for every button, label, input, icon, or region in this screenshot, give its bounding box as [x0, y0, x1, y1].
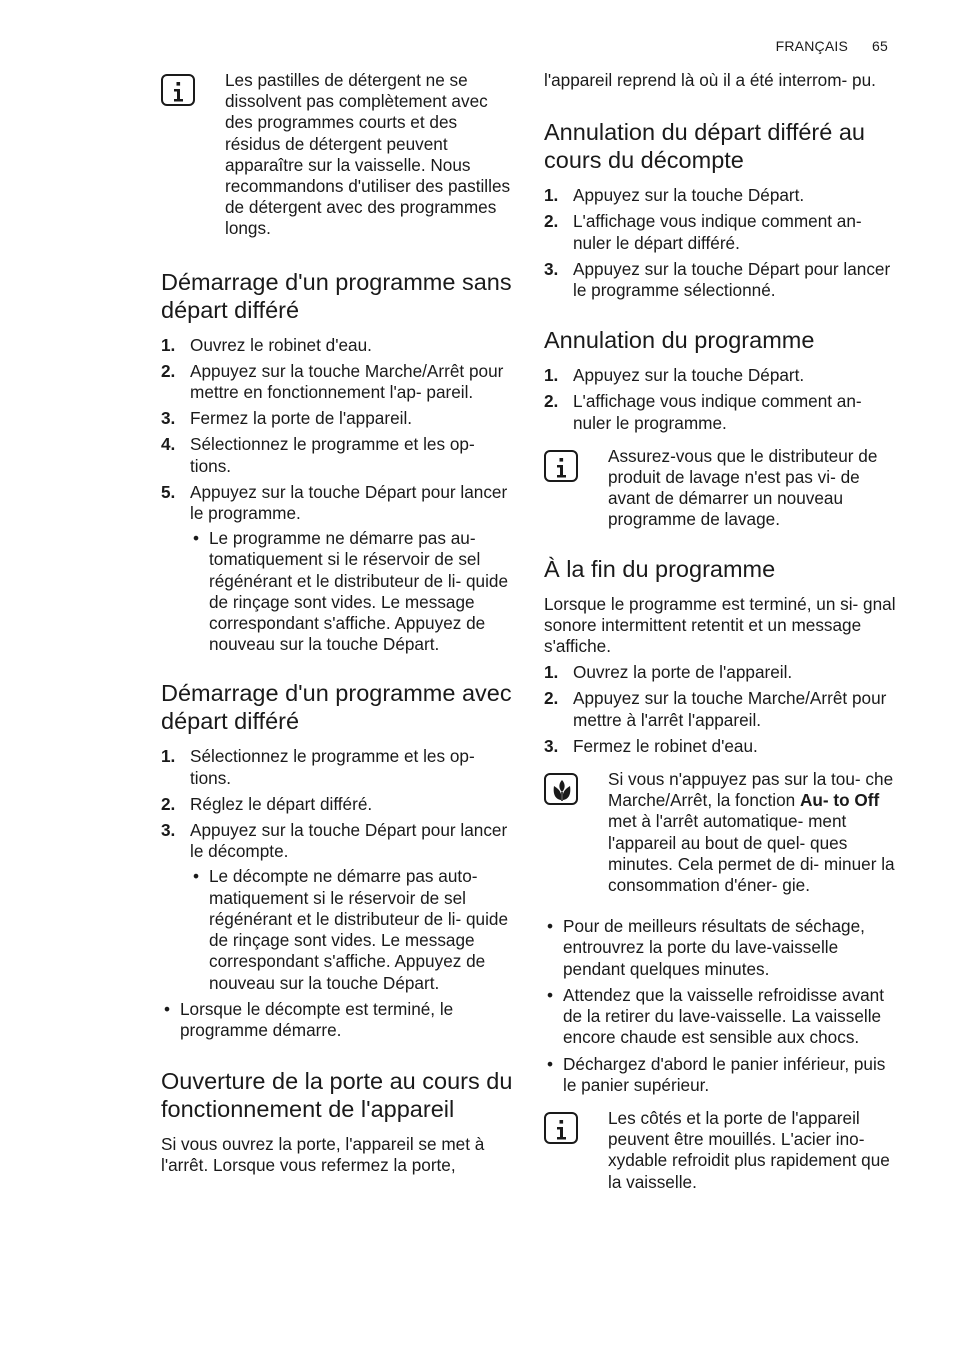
section-title: Annulation du départ différé au cours du décompte	[544, 119, 865, 174]
section-text: Si vous ouvrez la porte, l'appareil se met à l'arrêt. Lorsque vous refermez la porte,	[161, 1134, 485, 1176]
steps-list	[544, 185, 896, 301]
section-end-of-program	[544, 555, 896, 1193]
bullet-item: • Pour de meilleurs résultats de séchage, entrouvrez la porte du lave-vaisselle pendant quelques minutes.	[544, 916, 896, 980]
step-item: 2. Appuyez sur la touche Marche/Arrêt pour mettre à l'arrêt l'appareil.	[544, 688, 887, 730]
bullet-item: • Lorsque le décompte est terminé, le programme démarre.	[161, 999, 513, 1041]
info-note-text: Les côtés et la porte de l'appareil peuvent être mouillés. L'acier ino- xydable refroidit plus rapidement que la vaisselle.	[608, 1107, 890, 1192]
info-icon	[544, 1112, 578, 1144]
sub-bullet-list	[190, 866, 513, 993]
language-label: FRANÇAIS	[775, 38, 849, 54]
section-start-without-delay	[161, 268, 513, 656]
step-item: 4. Sélectionnez le programme et les op- tions.	[161, 434, 475, 476]
steps-list	[161, 335, 513, 656]
bullet-list	[161, 999, 513, 1041]
page-header	[776, 38, 888, 54]
info-icon	[161, 74, 195, 106]
section-title: À la fin du programme	[544, 555, 776, 582]
section-intro: Lorsque le programme est terminé, un si- gnal sonore intermittent retentit et un message s'affiche.	[544, 593, 896, 657]
step-item: 1. Appuyez sur la touche Départ.	[544, 365, 805, 386]
step-item: 3. Fermez la porte de l'appareil.	[161, 408, 413, 429]
section-title: Démarrage d'un programme sans départ différé	[161, 268, 512, 323]
bullet-list	[544, 916, 896, 1096]
section-title: Annulation du programme	[544, 327, 815, 354]
bullet-item: • Déchargez d'abord le panier inférieur, puis le panier supérieur.	[544, 1054, 896, 1096]
right-column	[544, 70, 896, 1193]
step-item: 2. L'affichage vous indique comment an- nuler le programme.	[544, 391, 862, 433]
step-item: 1. Sélectionnez le programme et les op- tions.	[161, 746, 475, 788]
section-cancel-delay	[544, 118, 896, 301]
section-start-with-delay	[161, 679, 513, 1041]
info-note	[161, 70, 513, 240]
steps-list	[161, 746, 513, 993]
info-icon	[544, 450, 578, 482]
eco-note	[544, 769, 896, 896]
bullet-item: • Attendez que la vaisselle refroidisse avant de la retirer du lave-vaisselle. La vaisselle encore chaude est sensible aux chocs.	[544, 985, 896, 1049]
auto-off-term: Au- to Off	[800, 790, 880, 811]
step-item: 1. Ouvrez la porte de l'appareil.	[544, 662, 793, 683]
step-item: 2. L'affichage vous indique comment an- nuler le départ différé.	[544, 211, 862, 253]
page-number: 65	[872, 38, 888, 54]
info-note	[544, 446, 896, 531]
section-title: Ouverture de la porte au cours du fonctionnement de l'appareil	[161, 1068, 513, 1123]
step-item: 3. Appuyez sur la touche Départ pour lancer le décompte. • Le décompte ne démarre pas auto- matiquement si le réservoir de sel régénérant et le distributeur de li- quide de rinçage sont vides. Le message correspondant s'affiche. Appuyez de nouveau sur la touche Départ.	[161, 820, 513, 994]
step-item: 3. Fermez le robinet d'eau.	[544, 735, 758, 756]
steps-list	[544, 662, 896, 757]
info-note-text: Les pastilles de détergent ne se dissolvent pas complètement avec des programmes courts et des résidus de détergent peuvent apparaître sur la vaisselle. Nous recommandons d'utiliser des pastilles de détergent avec des programmes longs.	[225, 70, 511, 239]
eco-leaf-icon	[544, 773, 578, 805]
eco-note-text: Si vous n'appuyez pas sur la tou- che Marche/Arrêt, la fonction Au- to Off met à l'arrêt automatique- ment l'appareil au bout de quel- ques minutes. Cela permet de di- minuer la consommation d'éner- gie.	[608, 769, 895, 896]
step-item: 5. Appuyez sur la touche Départ pour lancer le programme. • Le programme ne démarre pas au- tomatiquement si le réservoir de sel régénérant et le distributeur de li- quide de rinçage sont vides. Le message correspondant s'affiche. Appuyez de nouveau sur la touche Départ.	[161, 482, 513, 656]
step-item: 1. Ouvrez le robinet d'eau.	[161, 334, 372, 355]
info-note	[544, 1108, 896, 1193]
sub-bullet-item: • Le décompte ne démarre pas auto- matiquement si le réservoir de sel régénérant et le distributeur de li- quide de rinçage sont vides. Le message correspondant s'affiche. Appuyez de nouveau sur la touche Départ.	[190, 866, 513, 993]
sub-bullet-item: • Le programme ne démarre pas au- tomatiquement si le réservoir de sel régénérant et le distributeur de li- quide de rinçage sont vides. Le message correspondant s'affiche. Appuyez de nouveau sur la touche Départ.	[190, 528, 513, 655]
sub-bullet-list	[190, 528, 513, 655]
continued-text: l'appareil reprend là où il a été interrom- pu.	[544, 70, 876, 90]
steps-list	[544, 365, 896, 434]
step-item: 3. Appuyez sur la touche Départ pour lancer le programme sélectionné.	[544, 258, 891, 301]
step-item: 2. Appuyez sur la touche Marche/Arrêt pour mettre en fonctionnement l'ap- pareil.	[161, 360, 504, 403]
step-item: 2. Réglez le départ différé.	[161, 793, 373, 814]
section-cancel-program	[544, 326, 896, 530]
left-column	[161, 70, 513, 1177]
section-door-opening	[161, 1067, 513, 1176]
step-item: 1. Appuyez sur la touche Départ.	[544, 185, 805, 206]
info-note-text: Assurez-vous que le distributeur de produit de lavage n'est pas vi- de avant de démarrer un nouveau programme de lavage.	[608, 445, 878, 530]
section-title: Démarrage d'un programme avec départ différé	[161, 680, 512, 735]
